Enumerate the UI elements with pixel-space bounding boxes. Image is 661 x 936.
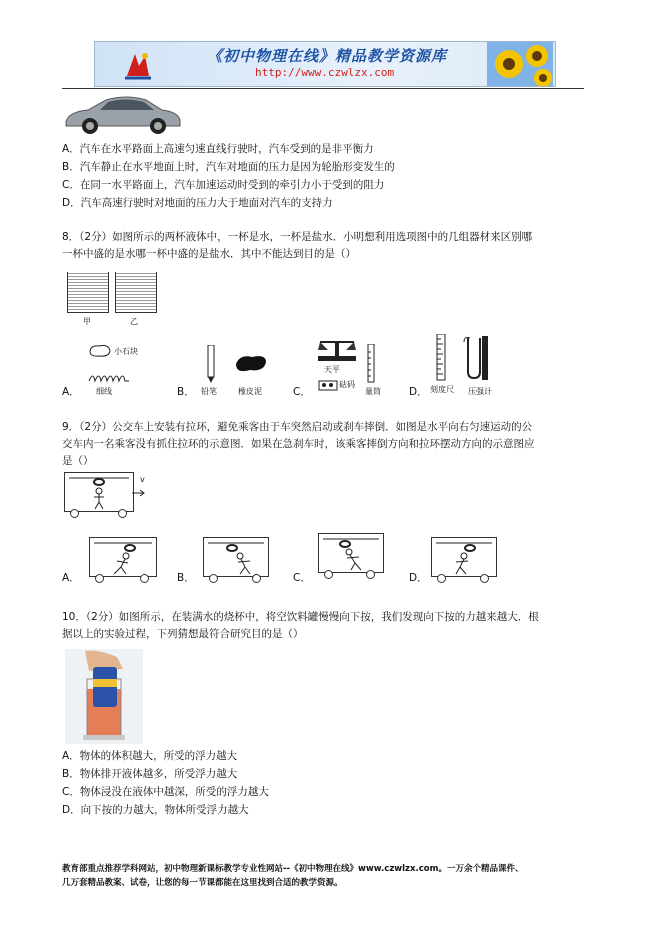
car-image bbox=[62, 92, 182, 136]
ruler-label: 刻度尺 bbox=[430, 385, 454, 394]
wheel bbox=[70, 509, 79, 518]
weights-label: 砝码 bbox=[339, 380, 355, 389]
q9-stem-line3: 是（） bbox=[62, 455, 94, 467]
q9-stem-line1: 9．（2分）公交车上安装有拉环，避免乘客由于车突然启动或刹车摔倒．如图是水平向右匀速运动的公 bbox=[62, 421, 533, 433]
weights-icon bbox=[318, 376, 338, 395]
bus-option-d bbox=[431, 537, 497, 577]
beaker-a bbox=[67, 272, 109, 313]
q8-stem-line2: 一杯中盛的是水哪一杯中盛的是盐水．其中不能达到目的是（） bbox=[62, 248, 356, 260]
banner-title: 《初中物理在线》精品教学资源库 bbox=[207, 47, 448, 65]
site-logo bbox=[123, 48, 153, 80]
q7-option-c: C．在同一水平路面上，汽车加速运动时受到的牵引力小于受到的阻力 bbox=[62, 179, 385, 191]
q8-option-c: C． bbox=[293, 386, 311, 398]
beaker-b-label: 乙 bbox=[130, 317, 138, 326]
wheel bbox=[140, 574, 149, 583]
stone-icon bbox=[87, 343, 113, 363]
sunflower-image bbox=[487, 42, 553, 86]
q8-option-b: B． bbox=[177, 386, 195, 398]
stone-label: 小石块 bbox=[114, 347, 138, 356]
clay-label: 橡皮泥 bbox=[238, 387, 262, 396]
q8-stem-line1: 8．（2分）如图所示的两杯液体中，一杯是水，一杯是盐水．小明想利用选项图中的几组器材来区别哪 bbox=[62, 231, 533, 243]
pencil-icon bbox=[206, 345, 216, 387]
wheel bbox=[366, 570, 375, 579]
q10-stem-line2: 据以上的实验过程，下列猜想最符合研究目的是（） bbox=[62, 628, 304, 640]
thread-label: 细线 bbox=[96, 387, 112, 396]
wheel bbox=[209, 574, 218, 583]
beaker-can-photo bbox=[65, 649, 143, 744]
beaker-b bbox=[115, 272, 157, 313]
q8-option-d: D． bbox=[409, 386, 428, 398]
wheel bbox=[480, 574, 489, 583]
bus-option-c bbox=[318, 533, 384, 573]
clay-icon bbox=[234, 352, 268, 378]
beaker-a-label: 甲 bbox=[83, 317, 91, 326]
wheel bbox=[437, 574, 446, 583]
q7-option-a: A．汽车在水平路面上高速匀速直线行驶时，汽车受到的是非平衡力 bbox=[62, 143, 374, 155]
velocity-arrow bbox=[132, 482, 146, 501]
banner-url[interactable]: http://www.czwlzx.com bbox=[255, 66, 395, 79]
footer-line2: 几万套精品教案、试卷，让您的每一节课都能在这里找到合适的教学资源。 bbox=[62, 878, 343, 888]
balance-label: 天平 bbox=[324, 365, 340, 374]
q10-option-d: D．向下按的力越大，物体所受浮力越大 bbox=[62, 804, 249, 816]
q9-stem-line2: 交车内一名乘客没有抓住拉环的示意图．如果在急刹车时，该乘客摔倒方向和拉环摆动方向的示意图应 bbox=[62, 438, 535, 450]
balance-icon bbox=[316, 338, 358, 366]
q9-option-a: A． bbox=[62, 572, 80, 584]
header-rule bbox=[62, 88, 584, 89]
header-banner bbox=[94, 41, 556, 87]
q9-option-b: B． bbox=[177, 572, 195, 584]
q10-option-a: A．物体的体积越大，所受的浮力越大 bbox=[62, 750, 238, 762]
pressure-gauge-icon bbox=[462, 334, 492, 386]
q10-option-b: B．物体排开液体越多，所受浮力越大 bbox=[62, 768, 238, 780]
wheel bbox=[95, 574, 104, 583]
q10-stem-line1: 10．（2分）如图所示，在装满水的烧杯中，将空饮料罐慢慢向下按，我们发现向下按的力越来越大．根 bbox=[62, 611, 539, 623]
q10-option-c: C．物体浸没在液体中越深，所受的浮力越大 bbox=[62, 786, 269, 798]
q8-option-a: A． bbox=[62, 386, 80, 398]
q7-option-b: B．汽车静止在水平地面上时，汽车对地面的压力是因为轮胎形变发生的 bbox=[62, 161, 395, 173]
velocity-label: v bbox=[140, 475, 145, 484]
cylinder-label: 量筒 bbox=[365, 387, 381, 396]
gauge-label: 压强计 bbox=[468, 387, 492, 396]
q7-option-d: D．汽车高速行驶时对地面的压力大于地面对汽车的支持力 bbox=[62, 197, 333, 209]
wheel bbox=[118, 509, 127, 518]
wheel bbox=[324, 570, 333, 579]
q9-option-d: D． bbox=[409, 572, 428, 584]
ruler-icon bbox=[436, 334, 446, 386]
bus-reference bbox=[64, 472, 134, 512]
pencil-label: 铅笔 bbox=[201, 387, 217, 396]
footer-line1: 教育部重点推荐学科网站，初中物理新课标教学专业性网站--《初中物理在线》www.czwlzx.com。一万余个精品课件、 bbox=[62, 864, 524, 874]
q9-option-c: C． bbox=[293, 572, 311, 584]
cylinder-icon bbox=[366, 344, 376, 388]
bus-option-a bbox=[89, 537, 157, 577]
wheel bbox=[252, 574, 261, 583]
bus-option-b bbox=[203, 537, 269, 577]
